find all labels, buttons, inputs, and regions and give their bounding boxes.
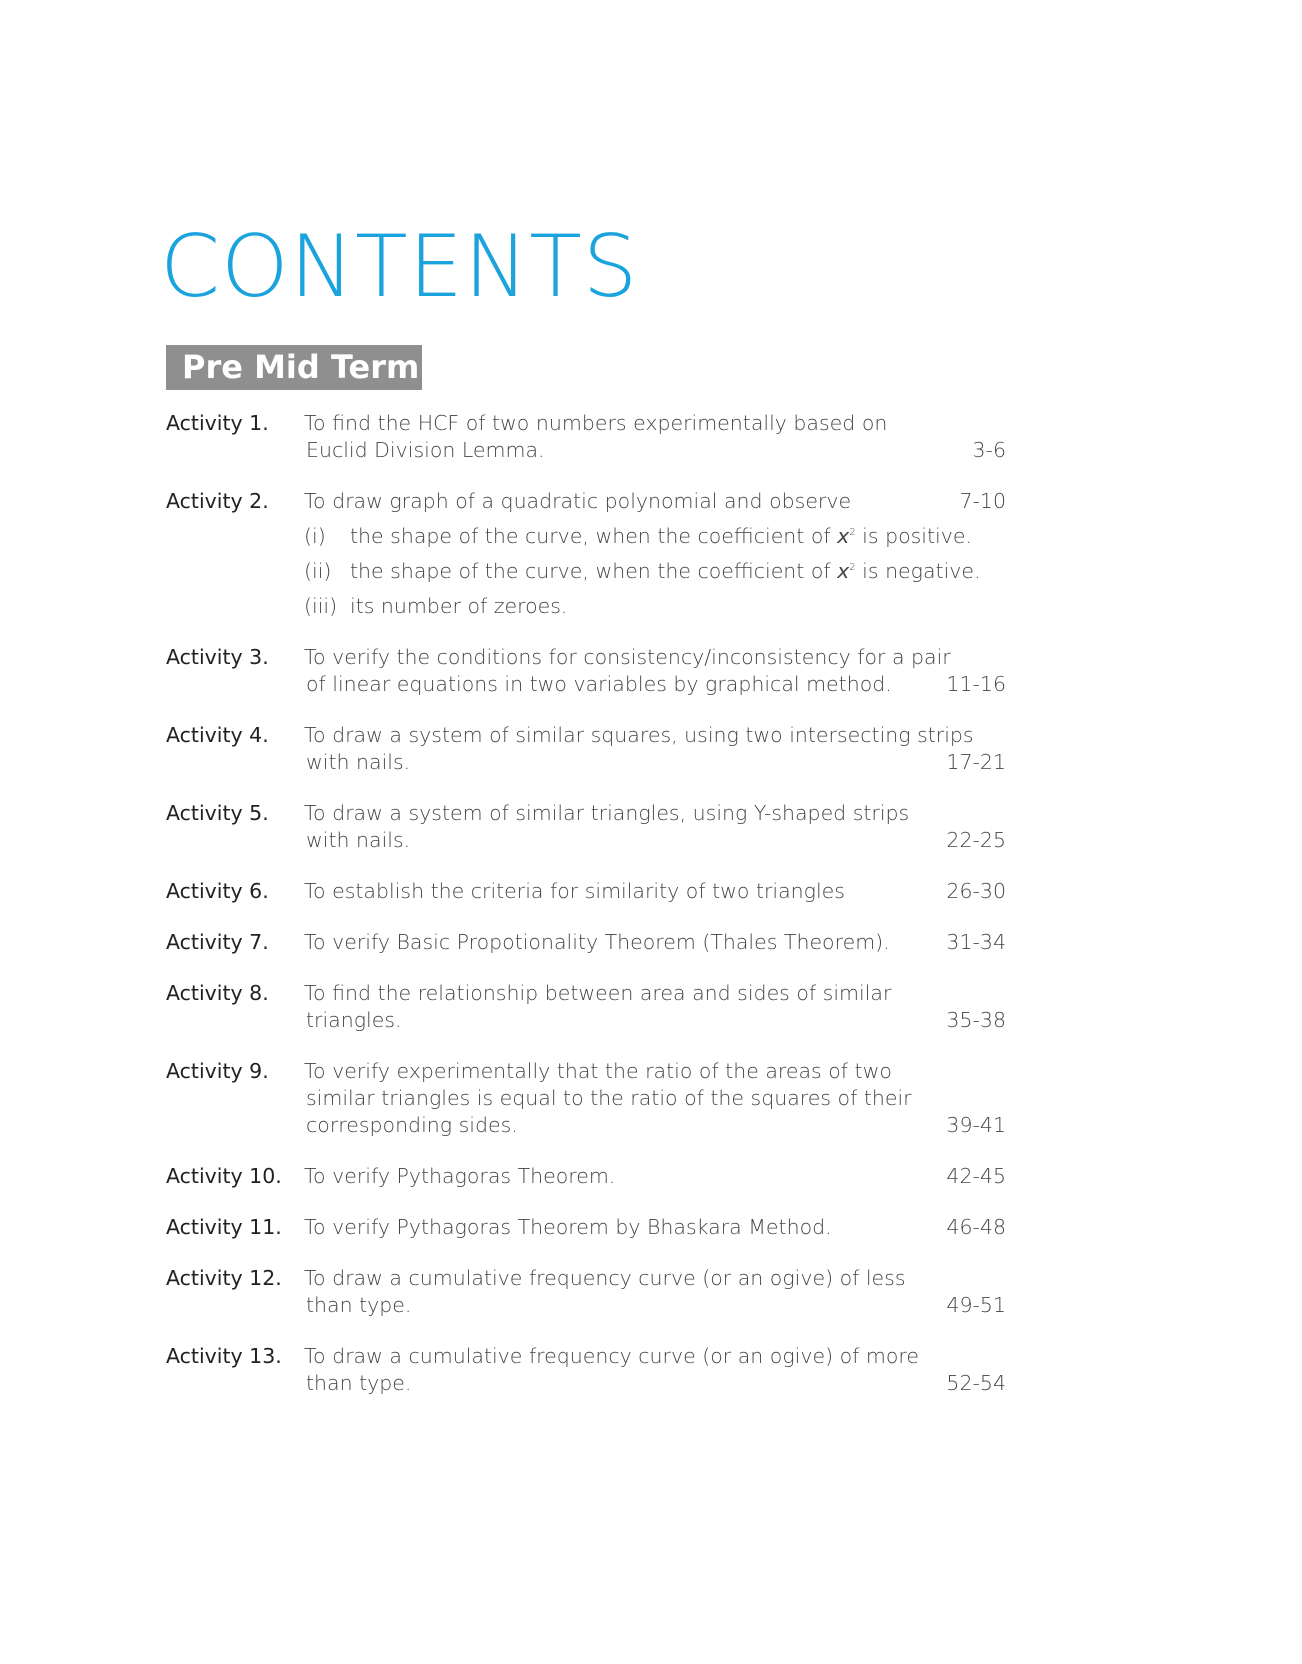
activity-label: Activity 6.: [166, 879, 269, 903]
description-line: triangles.: [306, 1008, 402, 1032]
description-line: than type.: [306, 1293, 412, 1317]
toc-entry[interactable]: [166, 929, 1006, 956]
toc-entry[interactable]: [166, 980, 1006, 1034]
page-range: 31-34: [946, 930, 1006, 954]
sub-item: [304, 593, 944, 620]
toc-entry[interactable]: [166, 878, 1006, 905]
toc-entry[interactable]: [166, 1163, 1006, 1190]
page-range: 22-25: [946, 828, 1006, 852]
activity-label: Activity 12.: [166, 1266, 282, 1290]
activity-description: [304, 878, 944, 905]
toc-entry[interactable]: [166, 1214, 1006, 1241]
description-line: To verify Pythagoras Theorem by Bhaskara Method.: [304, 1215, 832, 1239]
description-line: than type.: [306, 1371, 412, 1395]
page-range: 7-10: [959, 489, 1006, 513]
description-line: To draw a system of similar squares, using two intersecting strips: [304, 723, 974, 747]
activity-description: [304, 644, 951, 698]
activity-description: [304, 800, 944, 854]
toc-entry[interactable]: [166, 800, 1006, 854]
description-line: To establish the criteria for similarity of two triangles: [304, 879, 845, 903]
activity-description: [304, 722, 974, 776]
activity-description: [304, 488, 981, 620]
description-line: To find the HCF of two numbers experimentally based on: [304, 411, 888, 435]
activity-label: Activity 8.: [166, 981, 269, 1005]
page-range: 17-21: [946, 750, 1006, 774]
description-line: To draw a cumulative frequency curve (or an ogive) of more: [304, 1344, 919, 1368]
description-line: To verify the conditions for consistency/inconsistency for a pair: [304, 645, 951, 669]
activity-label: Activity 5.: [166, 801, 269, 825]
activity-label: Activity 9.: [166, 1059, 269, 1083]
description-line: To verify Basic Propotionality Theorem (Thales Theorem).: [304, 930, 890, 954]
page-range: 46-48: [946, 1215, 1006, 1239]
description-line: with nails.: [306, 750, 411, 774]
description-line: To find the relationship between area and sides of similar: [304, 981, 892, 1005]
page-range: 35-38: [946, 1008, 1006, 1032]
toc-entry[interactable]: [166, 1343, 1006, 1397]
table-of-contents: [166, 410, 1006, 1421]
activity-label: Activity 2.: [166, 489, 269, 513]
page-range: 52-54: [946, 1371, 1006, 1395]
description-line: corresponding sides.: [306, 1113, 518, 1137]
activity-label: Activity 4.: [166, 723, 269, 747]
activity-label: Activity 13.: [166, 1344, 282, 1368]
sub-item-marker: (ii): [304, 559, 332, 583]
description-line: To draw graph of a quadratic polynomial and observe: [304, 489, 852, 513]
activity-description: [304, 1343, 944, 1397]
page-range: 11-16: [946, 672, 1006, 696]
description-line: similar triangles is equal to the ratio of the squares of their: [306, 1086, 912, 1110]
description-line: To draw a cumulative frequency curve (or an ogive) of less: [304, 1266, 906, 1290]
sub-item-text: its number of zeroes.: [350, 594, 568, 618]
toc-entry[interactable]: [166, 1058, 1006, 1139]
description-line: To verify Pythagoras Theorem.: [304, 1164, 616, 1188]
page-range: 3-6: [972, 438, 1006, 462]
sub-item: [304, 523, 972, 550]
toc-entry[interactable]: [166, 488, 1006, 620]
page-range: 42-45: [946, 1164, 1006, 1188]
description-line: with nails.: [306, 828, 411, 852]
toc-entry[interactable]: [166, 410, 1006, 464]
activity-description: [304, 410, 944, 464]
section-heading: Pre Mid Term: [166, 345, 422, 390]
sub-item-text: the shape of the curve, when the coefficient of $x^2$ is negative.: [350, 559, 981, 583]
sub-item: [304, 558, 981, 585]
sub-item-list: [304, 523, 981, 620]
activity-label: Activity 3.: [166, 645, 269, 669]
sub-item-marker: (iii): [304, 594, 338, 618]
activity-label: Activity 11.: [166, 1215, 282, 1239]
page-range: 39-41: [946, 1113, 1006, 1137]
activity-label: Activity 7.: [166, 930, 269, 954]
page-title: CONTENTS: [160, 217, 639, 317]
activity-label: Activity 10.: [166, 1164, 282, 1188]
toc-entry[interactable]: [166, 722, 1006, 776]
activity-description: [304, 1163, 944, 1190]
toc-entry[interactable]: [166, 1265, 1006, 1319]
page-range: 49-51: [946, 1293, 1006, 1317]
activity-label: Activity 1.: [166, 411, 269, 435]
activity-description: [304, 929, 944, 956]
activity-description: [304, 1265, 944, 1319]
description-line: of linear equations in two variables by graphical method.: [306, 672, 892, 696]
description-line: To draw a system of similar triangles, using Y-shaped strips: [304, 801, 910, 825]
description-line: To verify experimentally that the ratio of the areas of two: [304, 1059, 892, 1083]
page-range: 26-30: [946, 879, 1006, 903]
description-line: Euclid Division Lemma.: [306, 438, 545, 462]
activity-description: [304, 1214, 944, 1241]
toc-entry[interactable]: [166, 644, 1006, 698]
activity-description: [304, 1058, 944, 1139]
sub-item-text: the shape of the curve, when the coefficient of $x^2$ is positive.: [350, 524, 972, 548]
activity-description: [304, 980, 944, 1034]
sub-item-marker: (i): [304, 524, 326, 548]
